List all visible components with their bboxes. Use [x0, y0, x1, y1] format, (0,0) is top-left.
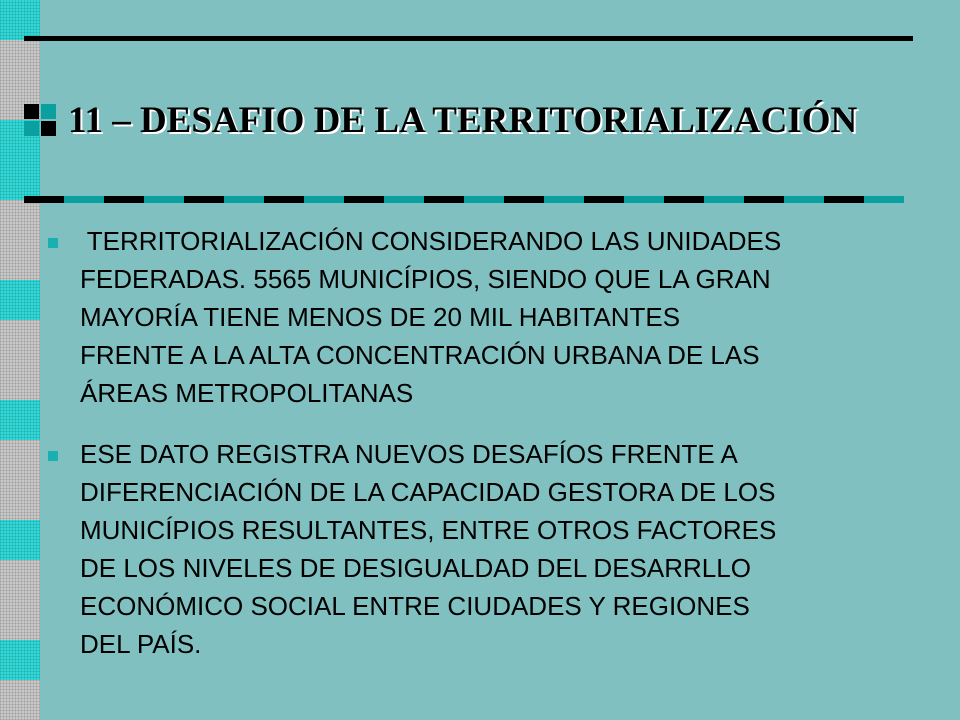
text-line: MAYORÍA TIENE MENOS DE 20 MIL HABITANTES [80, 302, 681, 332]
text-line: MUNICÍPIOS RESULTANTES, ENTRE OTROS FACTORES [80, 515, 777, 545]
top-rule [24, 36, 913, 41]
quad-square-icon [24, 104, 56, 136]
text-line: FRENTE A LA ALTA CONCENTRACIÓN URBANA DE LAS [80, 340, 760, 370]
slide-title: 11 – DESAFIO DE LA TERRITORIALIZACIÓN [68, 100, 858, 141]
dashed-divider [24, 196, 904, 203]
text-line: DIFERENCIACIÓN DE LA CAPACIDAD GESTORA DE LOS [80, 477, 776, 507]
square-bullet-icon [48, 238, 58, 248]
title-row [24, 96, 960, 146]
square-bullet-icon [48, 451, 58, 461]
bullet-list [40, 222, 950, 686]
bullet-text [80, 222, 950, 412]
bullet-item [40, 222, 950, 412]
text-line: DEL PAÍS. [80, 629, 202, 659]
bullet-item [40, 435, 950, 663]
text-line: ESE DATO REGISTRA NUEVOS DESAFÍOS FRENTE A [80, 439, 738, 469]
text-line: DE LOS NIVELES DE DESIGUALDAD DEL DESARRLLO [80, 553, 751, 583]
text-line: TERRITORIALIZACIÓN CONSIDERANDO LAS UNIDADES [80, 226, 782, 256]
bullet-text [80, 435, 950, 663]
text-line: FEDERADAS. 5565 MUNICÍPIOS, SIENDO QUE LA GRAN [80, 264, 771, 294]
text-line: ÁREAS METROPOLITANAS [80, 378, 414, 408]
text-line: ECONÓMICO SOCIAL ENTRE CIUDADES Y REGIONES [80, 591, 750, 621]
